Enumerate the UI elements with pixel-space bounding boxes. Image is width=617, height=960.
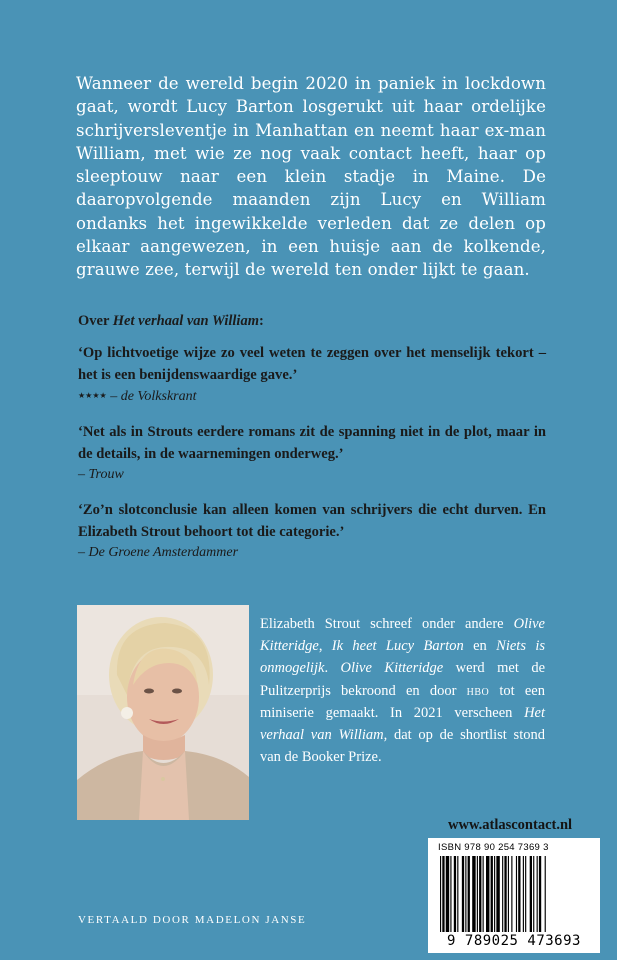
review-item bbox=[78, 499, 546, 562]
barcode-bar bbox=[450, 856, 451, 932]
bio-network: hbo bbox=[466, 682, 490, 699]
reviews-heading bbox=[78, 313, 264, 330]
reviews-heading-suffix: : bbox=[258, 313, 264, 329]
bio-book-title: Olive Kitteridge bbox=[340, 660, 444, 677]
barcode-bar bbox=[483, 856, 484, 932]
barcode-icon bbox=[440, 856, 588, 932]
bio-book-title: Ik heet Lucy Barton bbox=[331, 638, 464, 655]
barcode-bar bbox=[491, 856, 493, 932]
barcode-bar bbox=[508, 856, 509, 932]
barcode-bar bbox=[504, 856, 506, 932]
barcode-bar bbox=[454, 856, 456, 932]
bio-text: , dat op de shortlist stond van de Booker Prize. bbox=[260, 727, 545, 766]
ean-number: 9 789025 473693 bbox=[447, 933, 581, 949]
reviews-list bbox=[78, 342, 546, 577]
bio-book-title: Het verhaal van William bbox=[260, 704, 545, 744]
barcode-bar bbox=[442, 856, 444, 932]
barcode-bar bbox=[533, 856, 534, 932]
barcode-bar bbox=[545, 856, 546, 932]
barcode-bar bbox=[511, 856, 512, 932]
barcode-bar bbox=[518, 856, 520, 932]
bio-text: werd met de Pulitzerprijs bekroond en door bbox=[260, 660, 546, 699]
barcode-bar bbox=[462, 856, 464, 932]
review-quote: ‘Zo’n slotconclusie kan alleen komen van schrijvers die echt durven. En Elizabeth Strout behoort tot die categorie.’ bbox=[78, 502, 546, 540]
review-source: – Trouw bbox=[78, 467, 124, 482]
barcode-bar bbox=[477, 856, 478, 932]
bio-text: tot een miniserie gemaakt. In 2021 verscheen bbox=[260, 682, 545, 721]
isbn-number: ISBN 978 90 254 7369 3 bbox=[438, 842, 549, 853]
barcode-bar bbox=[516, 856, 517, 932]
barcode-bar bbox=[537, 856, 538, 932]
star-rating-icon: ★★★★ bbox=[78, 391, 107, 400]
review-quote: ‘Net als in Strouts eerdere romans zit de spanning niet in de plot, maar in de details, in de waarnemingen onderweg.’ bbox=[78, 424, 546, 462]
barcode-box bbox=[428, 838, 600, 953]
translator-credit: VERTAALD DOOR MADELON JANSE bbox=[78, 914, 307, 926]
barcode-bar bbox=[472, 856, 475, 932]
barcode-bar bbox=[440, 856, 441, 932]
bio-book-title: Olive Kitteridge bbox=[260, 616, 545, 655]
barcode-bar bbox=[525, 856, 526, 932]
bio-text: . bbox=[324, 660, 341, 677]
bio-book-title: Niets is onmogelijk bbox=[260, 638, 545, 677]
barcode-bar bbox=[494, 856, 495, 932]
reviews-heading-title: Het verhaal van William bbox=[112, 313, 259, 329]
review-quote: ‘Op lichtvoetige wijze zo veel weten te zeggen over het menselijk tekort – het is een benijdenswaardige gave.’ bbox=[78, 345, 546, 383]
barcode-bar bbox=[539, 856, 541, 932]
reviews-heading-prefix: Over bbox=[78, 313, 113, 329]
review-source bbox=[78, 386, 546, 406]
barcode-bar bbox=[502, 856, 503, 932]
blurb-text: Wanneer de wereld begin 2020 in paniek in lockdown gaat, wordt Lucy Barton losgerukt uit haar ordelijke schrijversleventje in Manhattan en neemt haar ex-man William, met wie ze nog vaak contact heeft, haar op sleeptouw naar een klein stadje in Maine. De daaropvolgende maanden zijn Lucy en William ondanks het ingewikkelde verleden dat ze delen op elkaar aangewezen, in een huisje aan de kolkende, grauwe zee, terwijl de wereld ten onder lijkt te gaan. bbox=[76, 74, 546, 280]
review-source-name: – de Volkskrant bbox=[106, 389, 197, 404]
barcode-bar bbox=[496, 856, 499, 932]
author-photo bbox=[77, 605, 249, 820]
author-bio bbox=[260, 613, 545, 768]
barcode-bar bbox=[468, 856, 470, 932]
barcode-bar bbox=[530, 856, 532, 932]
publisher-url[interactable]: www.atlascontact.nl bbox=[448, 817, 573, 833]
barcode-bar bbox=[457, 856, 458, 932]
review-item bbox=[78, 342, 546, 406]
review-item bbox=[78, 421, 546, 484]
review-source: – De Groene Amsterdammer bbox=[78, 545, 239, 560]
barcode-bar bbox=[479, 856, 481, 932]
bio-text: Elizabeth Strout schreef onder andere bbox=[260, 616, 514, 632]
author-portrait-icon bbox=[77, 605, 249, 820]
barcode-bar bbox=[523, 856, 524, 932]
barcode-bar bbox=[465, 856, 466, 932]
barcode-bar bbox=[446, 856, 449, 932]
bio-text: , bbox=[318, 638, 332, 655]
bio-text: en bbox=[463, 638, 497, 655]
barcode-bar bbox=[486, 856, 489, 932]
